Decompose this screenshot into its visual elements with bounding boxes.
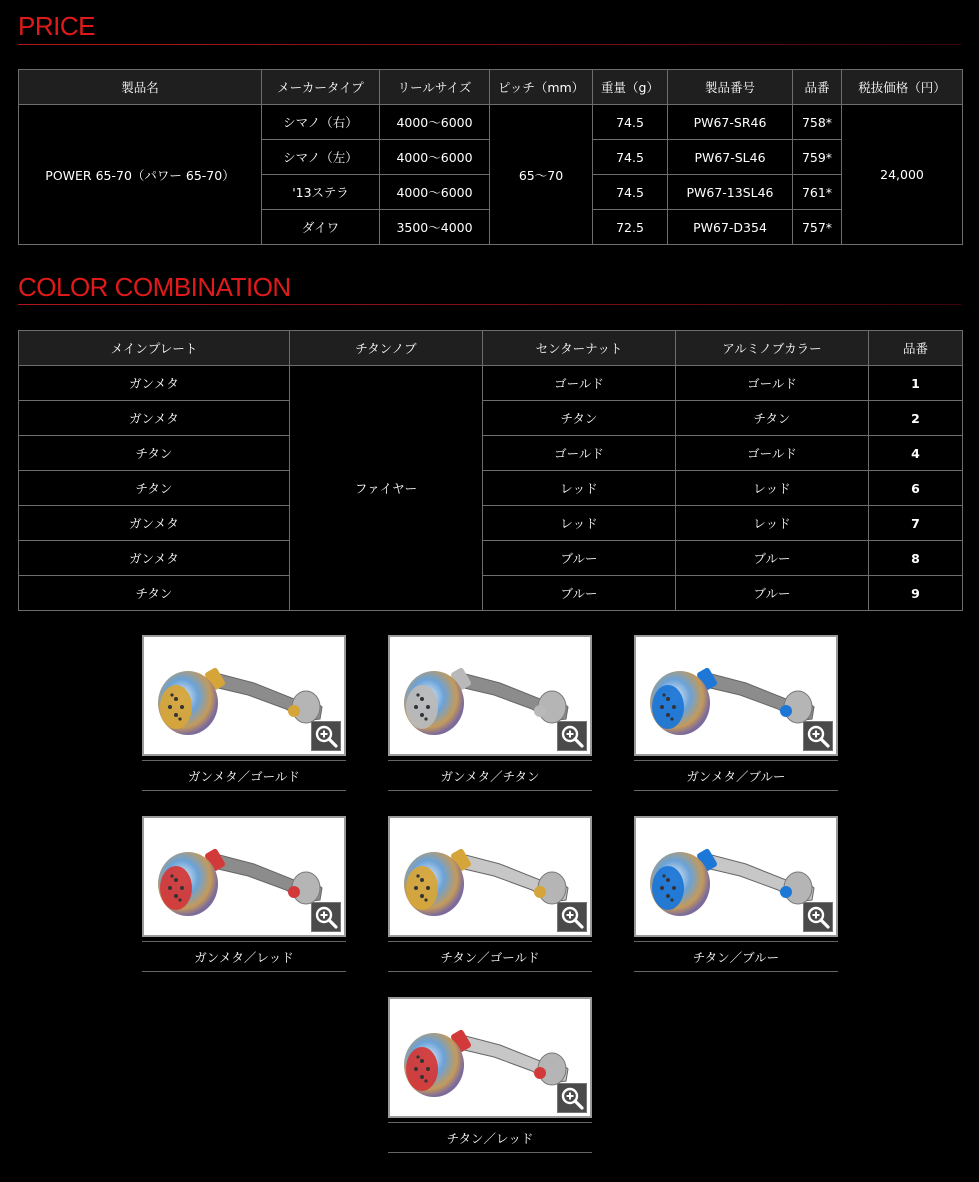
color-row xyxy=(19,541,963,576)
product-thumbnail[interactable] xyxy=(388,635,592,756)
plate-cell: ガンメタ xyxy=(19,366,290,401)
price-table xyxy=(18,69,963,245)
price-row xyxy=(19,105,963,140)
caption-divider xyxy=(388,941,592,942)
header-product-no: 製品番号 xyxy=(668,70,793,105)
code-cell: 759* xyxy=(793,140,842,175)
pitch-cell: 65〜70 xyxy=(490,105,593,245)
size-cell: 3500〜4000 xyxy=(380,210,490,245)
color-row xyxy=(19,436,963,471)
gallery-item[interactable] xyxy=(388,635,592,793)
gallery-caption: ガンメタ／チタン xyxy=(440,769,540,784)
code-cell: 2 xyxy=(869,401,963,436)
nut-cell: レッド xyxy=(483,471,676,506)
header-main-plate: メインプレート xyxy=(19,331,290,366)
header-pitch: ピッチ（mm） xyxy=(490,70,593,105)
caption-divider xyxy=(634,760,838,761)
plate-cell: チタン xyxy=(19,576,290,611)
price-cell: 24,000 xyxy=(842,105,963,245)
gallery-item[interactable] xyxy=(634,816,838,974)
zoom-in-icon[interactable] xyxy=(803,721,833,751)
nut-cell: チタン xyxy=(483,401,676,436)
nut-cell: ブルー xyxy=(483,576,676,611)
maker-cell: ダイワ xyxy=(262,210,380,245)
header-price: 税抜価格（円） xyxy=(842,70,963,105)
product-no-cell: PW67-SR46 xyxy=(668,105,793,140)
product-thumbnail[interactable] xyxy=(142,635,346,756)
weight-cell: 74.5 xyxy=(593,175,668,210)
product-name-cell: POWER 65-70（パワー 65-70） xyxy=(19,105,262,245)
gallery-item[interactable] xyxy=(388,997,592,1155)
caption-divider xyxy=(142,790,346,791)
header-reel-size: リールサイズ xyxy=(380,70,490,105)
zoom-in-icon[interactable] xyxy=(557,1083,587,1113)
size-cell: 4000〜6000 xyxy=(380,140,490,175)
gallery-caption: チタン／ブルー xyxy=(692,950,780,965)
header-weight: 重量（g） xyxy=(593,70,668,105)
product-no-cell: PW67-D354 xyxy=(668,210,793,245)
nut-cell: ゴールド xyxy=(483,436,676,471)
color-row xyxy=(19,506,963,541)
zoom-in-icon[interactable] xyxy=(803,902,833,932)
caption-divider xyxy=(388,1152,592,1153)
caption-divider xyxy=(142,941,346,942)
plate-cell: チタン xyxy=(19,471,290,506)
gallery-caption: ガンメタ／レッド xyxy=(194,950,294,965)
color-row xyxy=(19,471,963,506)
zoom-in-icon[interactable] xyxy=(311,721,341,751)
caption-divider xyxy=(388,971,592,972)
gallery-caption: ガンメタ／ブルー xyxy=(686,769,786,784)
gallery-item[interactable] xyxy=(142,816,346,974)
gallery-item[interactable] xyxy=(634,635,838,793)
caption-divider xyxy=(634,941,838,942)
code-cell: 8 xyxy=(869,541,963,576)
header-code: 品番 xyxy=(793,70,842,105)
caption-divider xyxy=(142,760,346,761)
maker-cell: '13ステラ xyxy=(262,175,380,210)
product-thumbnail[interactable] xyxy=(634,635,838,756)
product-no-cell: PW67-SL46 xyxy=(668,140,793,175)
gallery-caption: ガンメタ／ゴールド xyxy=(188,769,300,784)
header-product-name: 製品名 xyxy=(19,70,262,105)
code-cell: 1 xyxy=(869,366,963,401)
caption-divider xyxy=(634,790,838,791)
color-row xyxy=(19,401,963,436)
alu-cell: ゴールド xyxy=(676,436,869,471)
zoom-in-icon[interactable] xyxy=(557,902,587,932)
alu-cell: レッド xyxy=(676,506,869,541)
size-cell: 4000〜6000 xyxy=(380,175,490,210)
color-row xyxy=(19,366,963,401)
maker-cell: シマノ（左） xyxy=(262,140,380,175)
code-cell: 757* xyxy=(793,210,842,245)
code-cell: 7 xyxy=(869,506,963,541)
alu-cell: レッド xyxy=(676,471,869,506)
nut-cell: ブルー xyxy=(483,541,676,576)
header-code: 品番 xyxy=(869,331,963,366)
caption-divider xyxy=(388,1122,592,1123)
plate-cell: ガンメタ xyxy=(19,506,290,541)
weight-cell: 74.5 xyxy=(593,140,668,175)
code-cell: 758* xyxy=(793,105,842,140)
gallery-item[interactable] xyxy=(142,635,346,793)
gallery-item[interactable] xyxy=(388,816,592,974)
price-section-title: PRICE xyxy=(18,11,95,41)
color-section-title: COLOR COMBINATION xyxy=(18,272,291,302)
header-maker-type: メーカータイプ xyxy=(262,70,380,105)
color-section-rule xyxy=(18,304,961,305)
code-cell: 9 xyxy=(869,576,963,611)
price-header-row xyxy=(19,70,963,105)
caption-divider xyxy=(388,790,592,791)
size-cell: 4000〜6000 xyxy=(380,105,490,140)
alu-cell: ブルー xyxy=(676,541,869,576)
color-table xyxy=(18,330,963,611)
maker-cell: シマノ（右） xyxy=(262,105,380,140)
nut-cell: レッド xyxy=(483,506,676,541)
plate-cell: ガンメタ xyxy=(19,401,290,436)
header-titanium-knob: チタンノブ xyxy=(290,331,483,366)
price-section-rule xyxy=(18,44,961,45)
caption-divider xyxy=(388,760,592,761)
color-header-row xyxy=(19,331,963,366)
product-thumbnail[interactable] xyxy=(388,997,592,1118)
plate-cell: チタン xyxy=(19,436,290,471)
zoom-in-icon[interactable] xyxy=(557,721,587,751)
weight-cell: 72.5 xyxy=(593,210,668,245)
nut-cell: ゴールド xyxy=(483,366,676,401)
plate-cell: ガンメタ xyxy=(19,541,290,576)
code-cell: 6 xyxy=(869,471,963,506)
code-cell: 761* xyxy=(793,175,842,210)
knob-cell: ファイヤー xyxy=(290,366,483,611)
header-center-nut: センターナット xyxy=(483,331,676,366)
weight-cell: 74.5 xyxy=(593,105,668,140)
color-row xyxy=(19,576,963,611)
zoom-in-icon[interactable] xyxy=(311,902,341,932)
gallery-caption: チタン／レッド xyxy=(446,1131,534,1146)
alu-cell: ゴールド xyxy=(676,366,869,401)
product-thumbnail[interactable] xyxy=(388,816,592,937)
code-cell: 4 xyxy=(869,436,963,471)
header-alu-knob-color: アルミノブカラー xyxy=(676,331,869,366)
caption-divider xyxy=(142,971,346,972)
caption-divider xyxy=(634,971,838,972)
product-no-cell: PW67-13SL46 xyxy=(668,175,793,210)
product-thumbnail[interactable] xyxy=(634,816,838,937)
gallery-caption: チタン／ゴールド xyxy=(440,950,540,965)
alu-cell: ブルー xyxy=(676,576,869,611)
product-thumbnail[interactable] xyxy=(142,816,346,937)
alu-cell: チタン xyxy=(676,401,869,436)
